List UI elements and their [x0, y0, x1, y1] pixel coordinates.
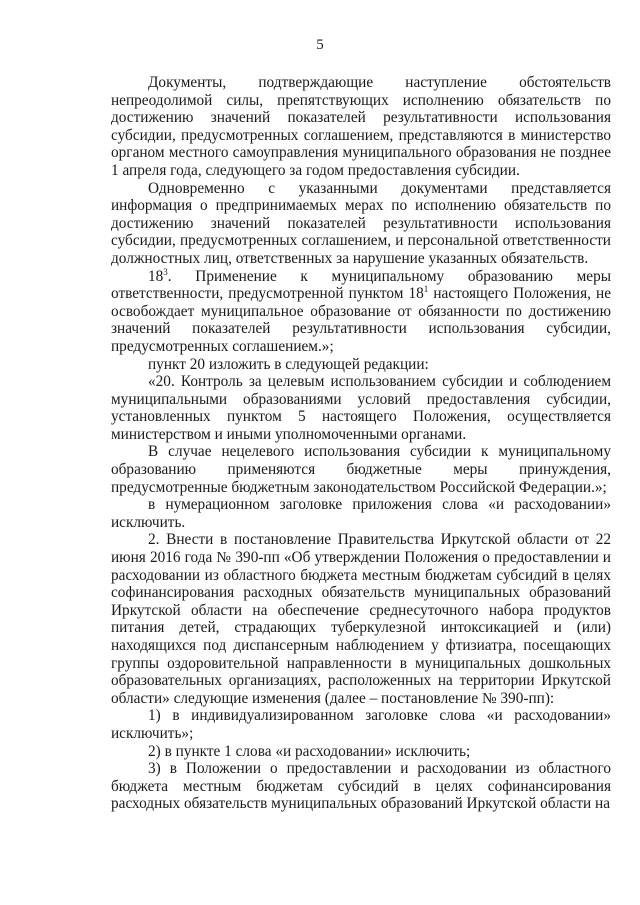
- paragraph-appendix-heading: в нумерационном заголовке приложения слова «и расходовании» исключить.: [111, 496, 611, 531]
- paragraph-item-20-control: «20. Контроль за целевым использованием субсидии и соблюдением муниципальными образованиями условий предоставления субсидии, установленных пунктом 5 настоящего Положения, осуществляется министерством и иными уполномоченными органами.: [111, 373, 611, 443]
- paragraph-force-majeure: Документы, подтверждающие наступление обстоятельств непреодолимой силы, препятствующих исполнению обязательств по достижению значений показателей результативности использования субсидии, предусмотренных соглашением, представляются в министерство органом местного самоуправления муниципального образования не позднее 1 апреля года, следующего за годом предоставления субсидии.: [111, 74, 611, 179]
- paragraph-measures-info: Одновременно с указанными документами представляется информация о предпринимаемых мерах по исполнению обязательств по достижению значений показателей результативности использования субсидии, предусмотренных соглашением, и персональной ответственности должностных лиц, ответственных за нарушение указанных обязательств.: [111, 179, 611, 267]
- paragraph-misuse: В случае нецелевого использования субсидии к муниципальному образованию применяются бюджетные меры принуждения, предусмотренные бюджетным законодательством Российской Федерации.»;: [111, 443, 611, 496]
- page-number: 5: [316, 37, 324, 53]
- paragraph-amend-1: 1) в индивидуализированном заголовке слова «и расходовании» исключить»;: [111, 707, 611, 742]
- clause-reference-superscript: 1: [423, 284, 429, 295]
- clause-text-part-a: . Применение к муниципальному образованию меры ответственности, предусмотренной пунктом 18: [111, 267, 611, 303]
- clause-text-part-b: настоящего Положения, не освобождает муниципальное образование от обязанности по достижению значений показателей результативности использования субсидии, предусмотренных соглашением.»;: [111, 285, 611, 355]
- clause-number: 18: [148, 267, 164, 285]
- paragraph-amend-2: 2) в пункте 1 слова «и расходовании» исключить;: [148, 742, 471, 760]
- paragraph-18-3: [111, 268, 611, 356]
- paragraph-amend-3: 3) в Положении о предоставлении и расходовании из областного бюджета местным бюджетам субсидий в целях софинансирования расходных обязательств муниципальных образований Иркутской области на: [111, 760, 611, 813]
- clause-superscript: 3: [163, 266, 168, 277]
- document-body: [111, 74, 611, 813]
- paragraph-item-20-intro: пункт 20 изложить в следующей редакции:: [148, 355, 429, 373]
- paragraph-amend-390pp: 2. Внести в постановление Правительства Иркутской области от 22 июня 2016 года № 390-пп «Об утверждении Положения о предоставлении и расходовании из областного бюджета местным бюджетам субсидий в целях софинансирования расходных обязательств муниципальных образований Иркутской области на обеспечение среднесуточного набора продуктов питания детей, страдающих туберкулезной интоксикацией и (или) находящихся под диспансерным наблюдением у фтизиатра, посещающих группы оздоровительной направленности в муниципальных дошкольных образовательных организациях, расположенных на территории Иркутской области» следующие изменения (далее – постановление № 390-пп):: [111, 531, 611, 707]
